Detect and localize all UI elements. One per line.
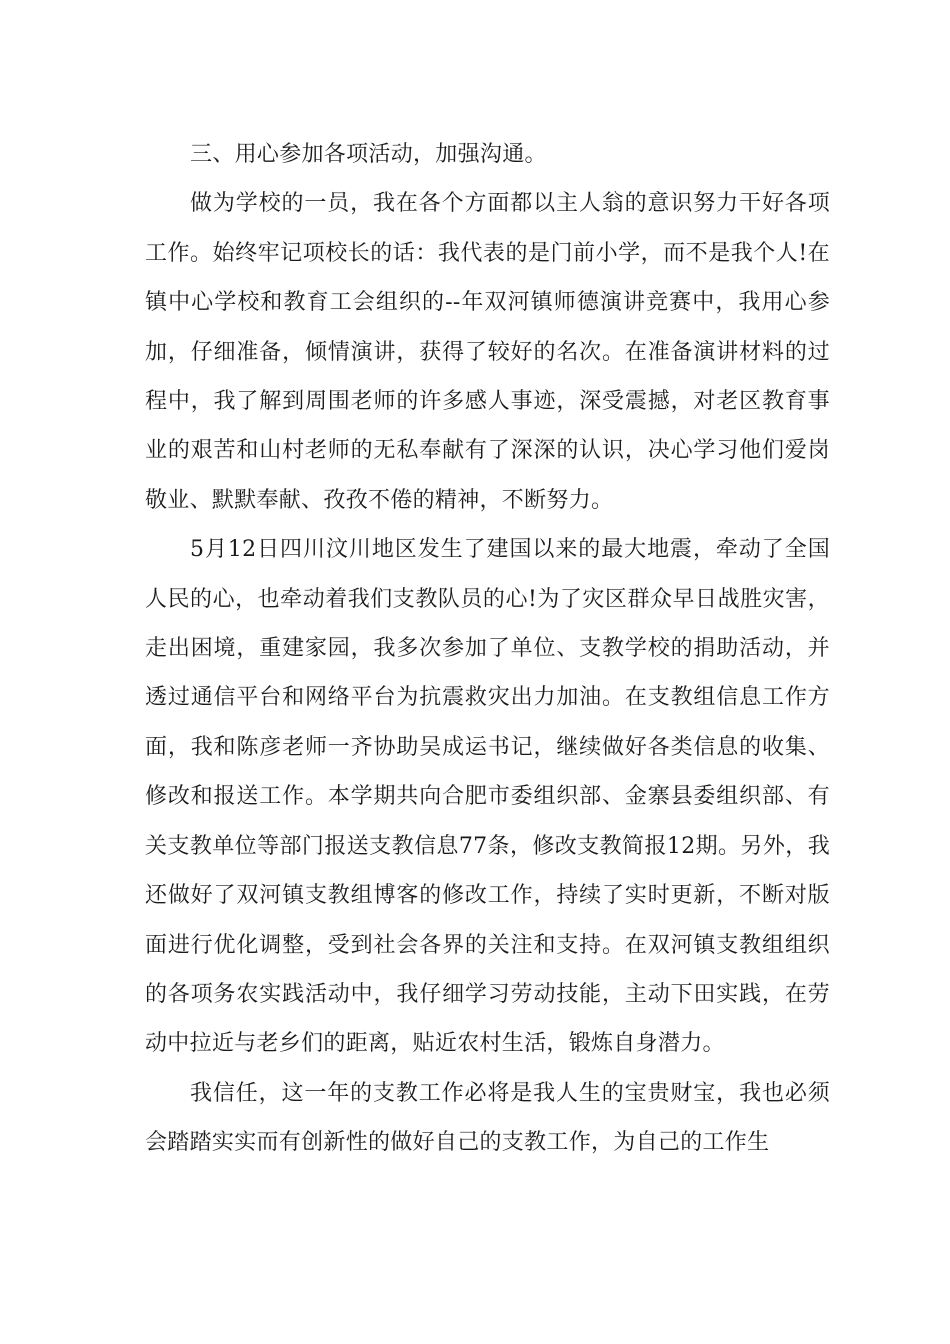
paragraph: 做为学校的一员，我在各个方面都以主人翁的意识努力干好各项工作。始终牢记项校长的话：我代表的是门前小学，而不是我个人!在镇中心学校和教育工会组织的--年双河镇师德演讲竞赛中，我用心参加，仔细准备，倾情演讲，获得了较好的名次。在准备演讲材料的过程中，我了解到周围老师的许多感人事迹，深受震撼，对老区教育事业的艰苦和山村老师的无私奉献有了深深的认识，决心学习他们爱岗敬业、默默奉献、孜孜不倦的精神，不断努力。: [145, 191, 830, 513]
section-heading: 三、用心参加各项活动，加强沟通。: [190, 142, 547, 167]
document-body: [145, 130, 830, 1168]
paragraph: 我信任，这一年的支教工作必将是我人生的宝贵财宝，我也必须会踏踏实实而有创新性的做好自己的支教工作，为自己的工作生: [145, 1080, 830, 1156]
paragraph: 5月12日四川汶川地区发生了建国以来的最大地震，牵动了全国人民的心，也牵动着我们支教队员的心!为了灾区群众早日战胜灾害，走出困境，重建家园，我多次参加了单位、支教学校的捐助活动，并透过通信平台和网络平台为抗震救灾出力加油。在支教组信息工作方面，我和陈彦老师一齐协助吴成运书记，继续做好各类信息的收集、修改和报送工作。本学期共向合肥市委组织部、金寨县委组织部、有关支教单位等部门报送支教信息77条，修改支教简报12期。另外，我还做好了双河镇支教组博客的修改工作，持续了实时更新，不断对版面进行优化调整，受到社会各界的关注和支持。在双河镇支教组组织的各项务农实践活动中，我仔细学习劳动技能，主动下田实践，在劳动中拉近与老乡们的距离，贴近农村生活，锻炼自身潜力。: [145, 537, 830, 1057]
